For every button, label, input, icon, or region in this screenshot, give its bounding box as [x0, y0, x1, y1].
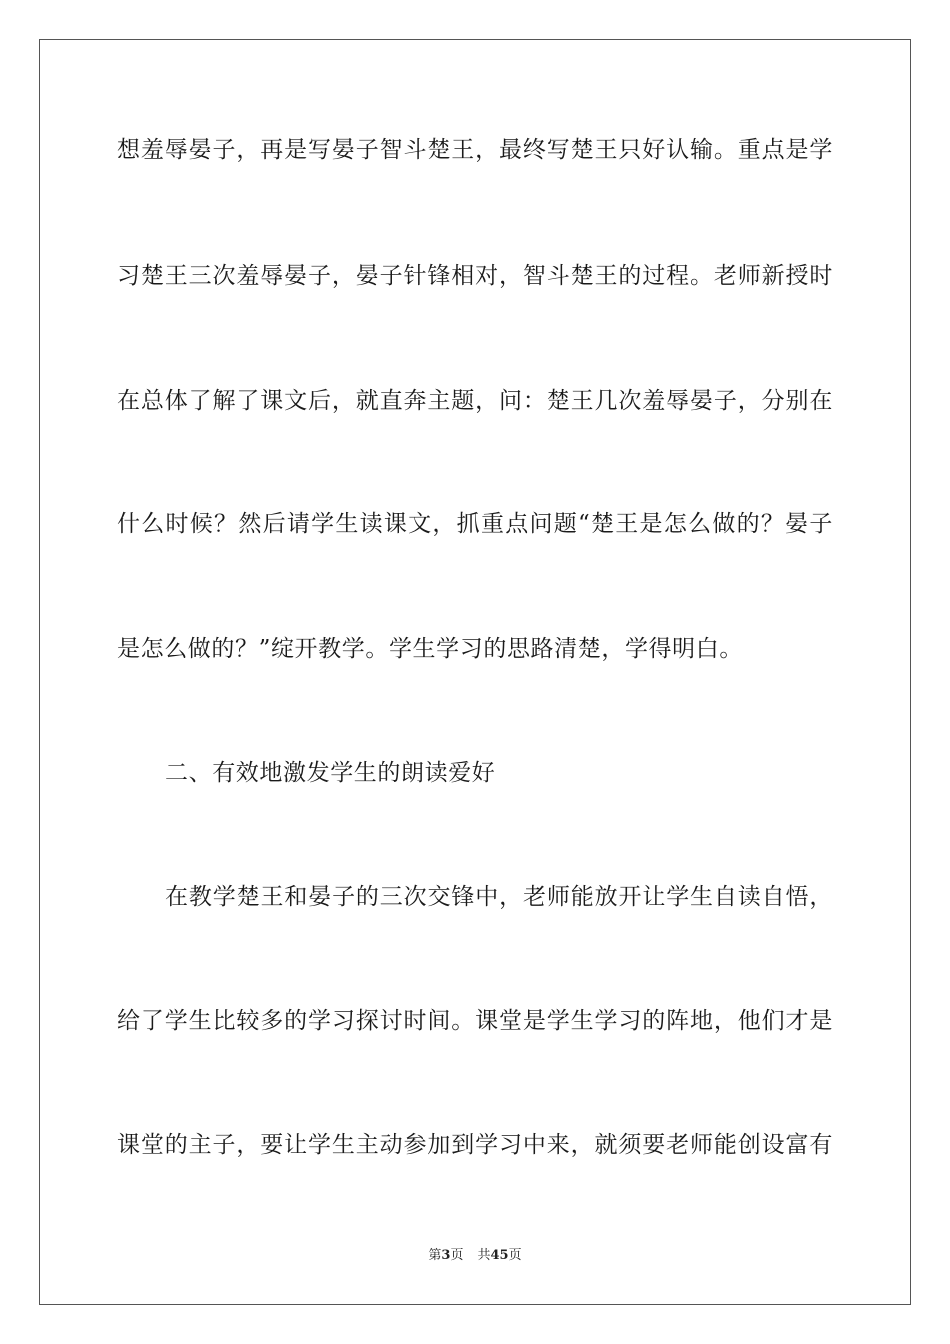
body-text-line: 在总体了解了课文后，就直奔主题，问：楚王几次羞辱晏子，分别在 [117, 388, 833, 414]
body-text-line: 习楚王三次羞辱晏子，晏子针锋相对，智斗楚王的过程。老师新授时 [117, 263, 833, 289]
page-border [39, 39, 911, 1305]
body-text-line: 什么时候？然后请学生读课文，抓重点问题“楚王是怎么做的？晏子 [117, 511, 833, 537]
total-prefix: 共 [477, 1248, 491, 1263]
page-prefix: 第 [428, 1248, 442, 1263]
body-text-line: 课堂的主子，要让学生主动参加到学习中来，就须要老师能创设富有 [117, 1132, 833, 1158]
total-suffix: 页 [508, 1248, 522, 1263]
body-text-line: 在教学楚王和晏子的三次交锋中，老师能放开让学生自读自悟， [165, 884, 833, 910]
page-footer [0, 1247, 950, 1265]
body-text-line: 想羞辱晏子，再是写晏子智斗楚王，最终写楚王只好认输。重点是学 [117, 137, 833, 163]
total-page-number: 45 [490, 1248, 509, 1263]
current-page-number: 3 [441, 1248, 451, 1263]
page-suffix: 页 [450, 1248, 464, 1263]
body-text-line: 是怎么做的？”绽开教学。学生学习的思路清楚，学得明白。 [117, 636, 743, 662]
section-heading: 二、有效地激发学生的朗读爱好 [165, 760, 496, 786]
body-text-line: 给了学生比较多的学习探讨时间。课堂是学生学习的阵地，他们才是 [117, 1008, 833, 1034]
